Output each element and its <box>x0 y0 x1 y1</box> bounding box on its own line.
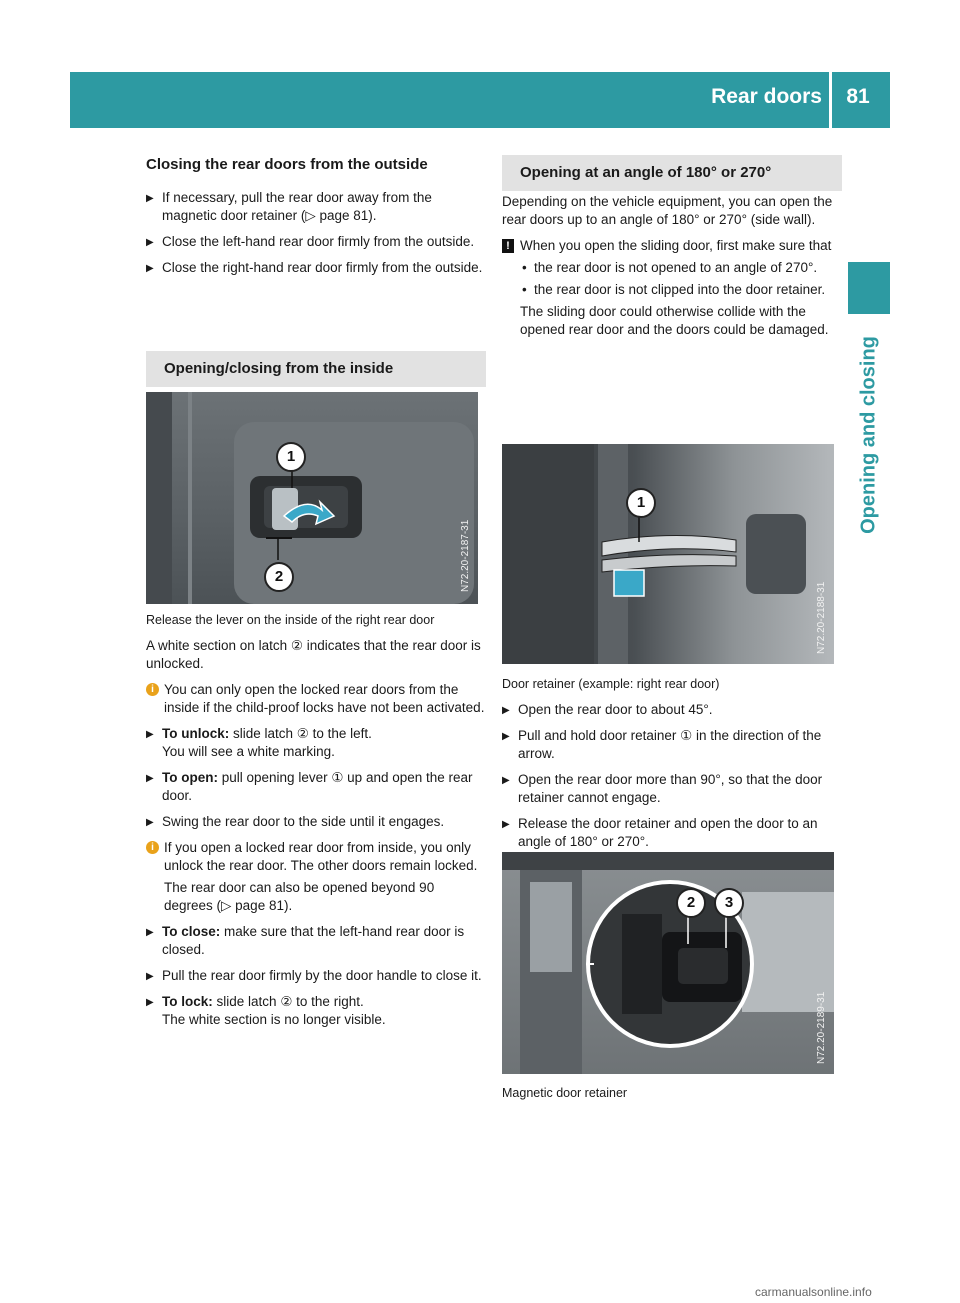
figure-inside-lever <box>146 392 478 604</box>
closing-heading: Closing the rear doors from the outside <box>146 156 428 173</box>
lock-step <box>146 993 486 1029</box>
angle-heading: Opening at an angle of 180° or 270° <box>502 155 842 191</box>
magnetic-retainer-illustration <box>502 852 834 1074</box>
callout-1: 1 <box>626 488 656 518</box>
warning-text: When you open the sliding door, first make sure that <box>520 238 832 253</box>
warning-bullet: • the rear door is not clipped into the door retainer. <box>520 281 842 299</box>
closing-step: ▶ If necessary, pull the rear door away from the magnetic door retainer (▷ page 81). <box>146 189 486 225</box>
figure-caption: Door retainer (example: right rear door) <box>502 677 720 691</box>
info-note <box>146 681 486 717</box>
closing-step: ▶ Close the left-hand rear door firmly from the outside. <box>146 233 486 251</box>
paragraph: Depending on the vehicle equipment, you can open the rear doors up to an angle of 180° or 270° (side wall). <box>502 194 833 227</box>
figure-ref-code: N72.20-2189-31 <box>816 991 827 1064</box>
callout-2: 2 <box>676 888 706 918</box>
left-column-continued <box>146 611 486 1037</box>
unlock-step <box>146 725 486 761</box>
side-tab <box>848 320 890 550</box>
right-column-continued <box>502 675 842 859</box>
warning-icon: ! <box>502 239 514 253</box>
side-tab-label: Opening and closing <box>857 336 880 534</box>
warning-bullet: • the rear door is not opened to an angle of 270°. <box>520 259 842 277</box>
door-retainer-illustration <box>502 444 834 664</box>
figure-caption: Magnetic door retainer <box>502 1086 628 1100</box>
pull-step: ▶ Pull the rear door firmly by the door handle to close it. <box>146 967 486 985</box>
step-label: To open: <box>162 770 218 785</box>
paragraph: A white section on latch ② indicates that the rear door is unlocked. <box>146 638 481 671</box>
page-number: 81 <box>846 85 870 108</box>
info-icon: i <box>146 683 159 696</box>
step-text: make sure that the left-hand rear door is closed. <box>162 924 465 957</box>
swing-step: ▶ Swing the rear door to the side until it engages. <box>146 813 486 831</box>
figure-3-caption-block <box>502 1084 842 1110</box>
figure-ref-code: N72.20-2187-31 <box>460 519 471 592</box>
retainer-step: ▶ Release the door retainer and open the door to an angle of 180° or 270°. <box>502 815 842 851</box>
close-step <box>146 923 486 959</box>
step-result: You will see a white marking. <box>162 744 335 759</box>
callout-3: 3 <box>714 888 744 918</box>
retainer-step: ▶ Open the rear door to about 45°. <box>502 701 842 719</box>
header-section-title: Rear doors <box>711 85 822 108</box>
footer-watermark: carmanualsonline.info <box>755 1285 872 1299</box>
step-result: The white section is no longer visible. <box>162 1012 386 1027</box>
step-text: pull opening lever ① up and open the rear door. <box>162 770 473 803</box>
warning-tail: The sliding door could otherwise collide with the opened rear door and the doors could be damaged. <box>520 304 829 337</box>
left-column <box>146 155 486 285</box>
callout-2: 2 <box>264 562 294 592</box>
retainer-step: ▶ Pull and hold door retainer ① in the direction of the arrow. <box>502 727 842 763</box>
step-label: To lock: <box>162 994 213 1009</box>
inside-lever-illustration <box>146 392 478 604</box>
info-note-text: You can only open the locked rear doors from the inside if the child-proof locks have not been activated. <box>164 682 485 715</box>
figure-door-retainer <box>502 444 834 664</box>
info-icon: i <box>146 841 159 854</box>
callout-1: 1 <box>276 442 306 472</box>
figure-caption: Release the lever on the inside of the right rear door <box>146 613 435 627</box>
right-column <box>502 193 842 347</box>
side-tab-marker <box>848 262 890 314</box>
info-note-sub: The rear door can also be opened beyond 90 degrees (▷ page 81). <box>164 880 435 913</box>
figure-magnetic-retainer <box>502 852 834 1074</box>
open-step <box>146 769 486 805</box>
warning-note <box>502 237 842 255</box>
step-label: To close: <box>162 924 221 939</box>
inside-heading: Opening/closing from the inside <box>146 351 486 387</box>
figure-ref-code: N72.20-2188-31 <box>816 581 827 654</box>
step-text: slide latch ② to the left. <box>233 726 372 741</box>
step-text: slide latch ② to the right. <box>216 994 364 1009</box>
info-note <box>146 839 486 875</box>
header-separator <box>829 72 832 128</box>
info-note-text: If you open a locked rear door from inside, you only unlock the rear door. The other doors remain locked. <box>164 840 478 873</box>
step-label: To unlock: <box>162 726 230 741</box>
closing-step: ▶ Close the right-hand rear door firmly from the outside. <box>146 259 486 277</box>
retainer-step: ▶ Open the rear door more than 90°, so that the door retainer cannot engage. <box>502 771 842 807</box>
